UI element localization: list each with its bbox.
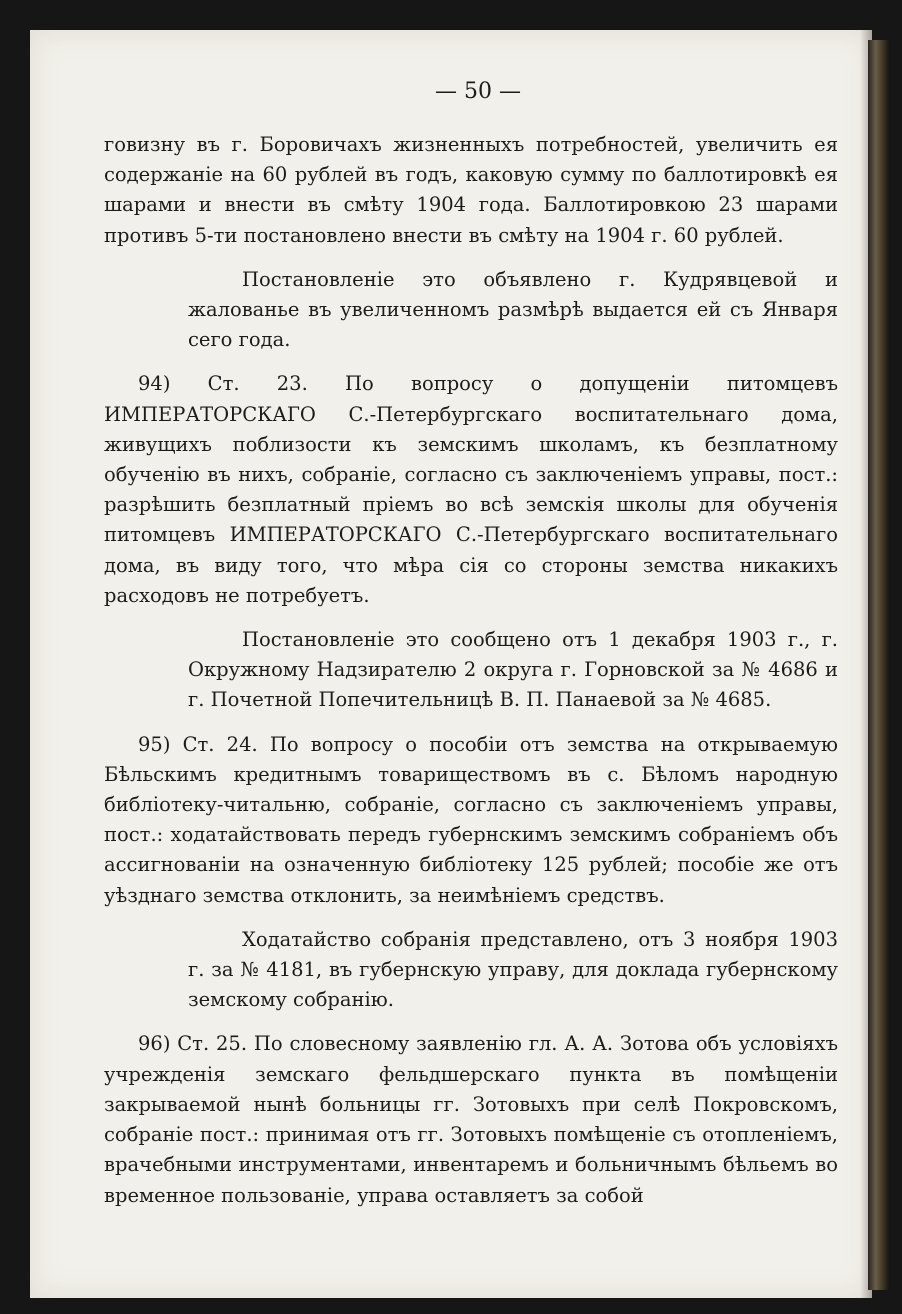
item-paragraph-94: 94) Ст. 23. По вопросу о допущеніи питомцевъ ИМПЕРАТОРСКАГО С.-Петербургскаго воспитательнаго дома, живущихъ поблизости къ земскимъ школамъ, къ безплатному обученію въ нихъ, собраніе, согласно съ заключеніемъ управы, пост.: разрѣшить безплатный пріемъ во всѣ земскія школы для обученія питомцевъ ИМПЕРАТОРСКАГО С.-Петербургскаго воспитательнаго дома, въ виду того, что мѣра сія со стороны земства никакихъ расходовъ не потребуетъ. <box>104 372 838 607</box>
note-paragraph: Постановленіе это сообщено отъ 1 декабря 1903 г., г. Окружному Надзирателю 2 округа г. Горновской за № 4686 и г. Почетной Попечительницѣ В. П. Панаевой за № 4685. <box>188 628 838 712</box>
note-paragraph: Ходатайство собранія представлено, отъ 3 ноября 1903 г. за № 4181, въ губернскую управу, для доклада губернскому земскому собранію. <box>188 927 838 1012</box>
item-paragraph-96: 96) Ст. 25. По словесному заявленію гл. А. А. Зотова объ условіяхъ учрежденія земскаго фельдшерскаго пункта въ помѣщеніи закрываемой нынѣ больницы гг. Зотовыхъ при селѣ Покровскомъ, собраніе пост.: принимая отъ гг. Зотовыхъ помѣщеніе съ отопленіемъ, врачебными инструментами, инвентаремъ и больничнымъ бѣльемъ во временное пользованіе, управа оставляетъ за собой <box>104 1032 838 1207</box>
paragraph-continuation: говизну въ г. Боровичахъ жизненныхъ потребностей, увеличить ея содержаніе на 60 рублей въ годъ, каковую сумму по баллотировкѣ ея шарами и внести въ смѣту 1904 года. Баллотировкою 23 шарами противъ 5-ти постановлено внести въ смѣту на 1904 г. 60 рублей. <box>104 133 838 247</box>
item-paragraph-95: 95) Ст. 24. По вопросу о пособіи отъ земства на открываемую Бѣльскимъ кредитнымъ товариществомъ въ с. Бѣломъ народную библіотеку-читальню, собраніе, согласно съ заключеніемъ управы, пост.: ходатайствовать передъ губернскимъ земскимъ собраніемъ объ ассигнованіи на означенную библіотеку 125 рублей; пособіе же отъ уѣзднаго земства отклонить, за неимѣніемъ средствъ. <box>104 732 838 907</box>
page-number: — 50 — <box>435 79 521 104</box>
note-paragraph: Постановленіе это объявлено г. Кудрявцевой и жалованье въ увеличенномъ размѣрѣ выдается ей съ Января сего года. <box>188 267 838 352</box>
document-body <box>104 72 838 1225</box>
book-spine-edge <box>868 40 890 1290</box>
